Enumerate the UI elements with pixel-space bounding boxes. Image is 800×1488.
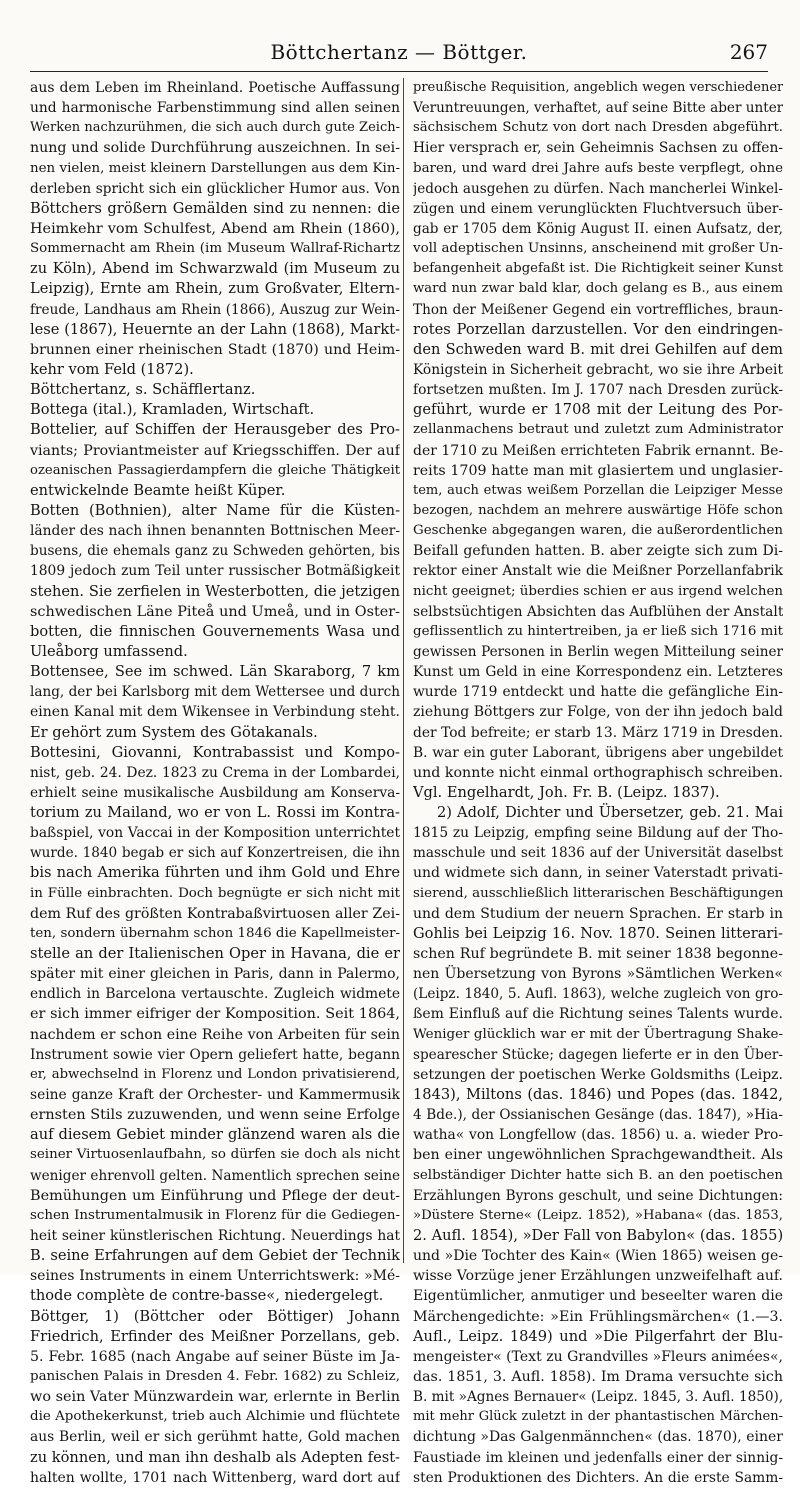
text-line: gewissen Personen in Berlin wegen Mitteilung seiner [413,643,783,660]
text-line: (Leipz. 1840, 5. Aufl. 1863), welche zugleich von gro- [413,986,783,1003]
text-line: aus Berlin, weil er sich gerühmt hatte, Gold machen [30,1429,400,1446]
text-line: stelle an der Italienischen Oper in Havana, die er [30,945,400,963]
text-line: Bemühungen um Einführung und Pflege der deut- [30,1187,400,1204]
text-line: baßspiel, von Vaccai in der Komposition unterrichtet [30,825,400,842]
text-line: B. mit »Agnes Bernauer« (Leipz. 1845, 3. Aufl. 1850), [413,1389,783,1406]
text-line: der 1710 zu Meißen errichteten Fabrik ernannt. Be- [413,442,783,459]
text-line: botten, die finnischen Gouvernements Wasa und [30,622,400,640]
column-divider [403,78,404,1263]
text-line: mengeister« (Text zu Grandvilles »Fleurs animées«, [413,1348,783,1365]
header-title: Böttchertanz — Böttger. [270,40,528,64]
text-line: heit seiner künstlerischen Richtung. Neuerdings hat [30,1228,400,1245]
text-line: wurde 1719 entdeckt und hatte die gefängliche Ein- [413,684,783,701]
text-line: er sich immer eifriger der Komposition. Seit 1864, [30,1006,400,1023]
text-line: Gohlis bei Leipzig 16. Nov. 1870. Seinen litterari- [413,924,783,942]
text-line: nachdem er schon eine Reihe von Arbeiten für sein [30,1026,400,1043]
text-line: ernsten Stils zuzuwenden, und wenn seine Erfolge [30,1107,400,1124]
text-line: Weniger glücklich war er mit der Übertragung Shake- [413,1026,783,1042]
text-line: Instrument sowie vier Opern geliefert hatte, begann [30,1046,400,1063]
text-line: und harmonische Farbenstimmung sind allen seinen [30,100,400,117]
text-line: derleben spricht sich ein glücklicher Humor aus. Von [30,180,400,197]
text-line: schen Ruf begründete B. mit seiner 1838 begonne- [413,946,783,963]
text-line: jedoch ausgehen zu dürfen. Nach mancherlei Winkel- [413,180,783,197]
text-line: Beifall gefunden hatten. B. aber zeigte sich zum Di- [413,543,783,560]
text-line: Böttchers größern Gemälden sind zu nennen: die [30,199,400,217]
text-line: wo sein Vater Münzwardein war, erlernte in Berlin [30,1389,400,1406]
text-line: stehen. Sie zerfielen in Westerbotten, die jetzigen [30,582,400,600]
text-line: geführt, wurde er 1708 mit der Leitung des Por- [413,401,783,419]
text-line: seine ganze Kraft der Orchester- und Kammermusik [30,1087,400,1104]
text-line: der Tod befreite; er starb 13. März 1719 in Dresden. [413,724,783,741]
text-line: lese (1867), Heuernte an der Lahn (1868), Markt- [30,320,400,338]
text-line: das. 1851, 3. Aufl. 1858). Im Drama versuchte sich [413,1369,783,1385]
text-line: Thon der Meißener Gegend ein vortreffliches, braun- [413,301,783,318]
text-line: Kunst um Geld in eine Korrespondenz ein. Letzteres [413,664,783,681]
text-line: brunnen einer rheinischen Stadt (1870) und Heim- [30,341,400,358]
text-line: lang, der bei Karlsborg mit dem Wettersee und durch [30,684,400,701]
text-line: selbständiger Dichter hatte sich B. an den poetischen [413,1167,783,1183]
text-line: einen Kanal mit dem Wikensee in Verbindung steht. [30,704,400,721]
text-line: dichtung »Das Galgenmännchen« (das. 1870), einer [413,1429,783,1446]
text-line: 2. Aufl. 1854), »Der Fall von Babylon« (das. 1855) [413,1227,783,1245]
text-line: nen vielen, meist kleinern Darstellungen aus dem Kin- [30,160,400,176]
text-line: wisse Vorzüge jener Erzählungen unzweifelhaft auf. [413,1268,783,1285]
text-line: endlich in Barcelona vertauschte. Zugleich widmete [30,986,400,1003]
text-line: 1815 zu Leipzig, empfing seine Bildung auf der Tho- [413,825,783,842]
text-line: schen Instrumentalmusik in Florenz für die Gediegen- [30,1207,400,1223]
text-line: Königstein in Sicherheit gebracht, wo sie ihre Arbeit [413,361,783,378]
text-line: seiner Virtuosenlaufbahn, so dürfen sie doch als nicht [30,1147,400,1163]
text-line: und widmete sich dann, in seiner Vaterstadt privati- [413,865,783,882]
text-line: zu können, und man ihn deshalb als Adepten fest- [30,1448,400,1466]
text-line: ward nun zwar bald klar, doch gelang es B., aus einem [413,281,783,297]
text-line: masschule und seit 1836 auf der Universität daselbst [413,845,783,862]
text-line: nen Übersetzung von Byrons »Sämtlichen Werken« [413,966,783,983]
text-line: bis nach Amerika führten und ihm Gold und Ehre [30,864,400,882]
text-line: voll adeptischen Unsinns, anscheinend mit großer Un- [413,241,783,257]
text-line: Heimkehr vom Schulfest, Abend am Rhein (1860), [30,220,400,237]
text-line: Werken nachzurühmen, die sich auch durch gute Zeich- [30,120,400,136]
text-line: seines Instruments in einem Unterrichtswerk: »Mé- [30,1268,400,1285]
text-line: Leipzig), Ernte am Rhein, zum Großvater, Eltern- [30,280,400,298]
text-line: »Düstere Sterne« (Leipz. 1852), »Habana« (das. 1853, [413,1207,783,1223]
text-line: rektor einer Anstalt wie die Meißner Porzellanfabrik [413,563,783,580]
text-line: geflissentlich zu hintertreiben, ja er ließ sich 1716 mit [413,623,783,639]
text-line: Böttchertanz, s. Schäfflertanz. [30,381,256,399]
text-line: nung und solide Durchführung auszeichnen. In sei- [30,140,400,157]
text-line: Bottega (ital.), Kramladen, Wirtschaft. [30,401,315,419]
text-line: Märchengedichte: »Ein Frühlingsmärchen« (1.—3. [413,1308,783,1325]
text-line: sierend, ausschließlich litterarischen Beschäftigungen [413,885,783,901]
text-line: Vgl. Engelhardt, Joh. Fr. B. (Leipz. 1837). [413,783,720,801]
text-line: zellanmachens betraut und zuletzt zum Administrator [413,422,783,438]
text-line: zügen und einem verunglückten Fluchtversuch über- [413,200,783,217]
text-line: Aufl., Leipz. 1849) und »Die Pilgerfahrt der Blu- [413,1327,783,1345]
text-line: mit mehr Glück zuletzt in der phantastischen Märchen- [413,1409,783,1425]
text-line: sten Produktionen des Dichters. An die erste Samm- [413,1469,783,1486]
text-line: zu Köln), Abend im Schwarzwald (im Museum zu [30,260,400,278]
right-column [413,78,783,1488]
text-line: torium zu Mailand, wo er von L. Rossi im Kontra- [30,804,400,822]
text-line: Böttger, 1) (Böttcher oder Böttiger) Johann [30,1307,400,1325]
text-line: Veruntreuungen, verhaftet, auf seine Bitte aber unter [413,100,783,117]
text-line: Faustiade im kleinen und jedenfalls einer der sinnig- [413,1449,783,1466]
text-line: weniger ehrenvoll gelten. Namentlich sprechen seine [30,1167,400,1184]
text-line: Botten (Bothnien), alter Name für die Küsten- [30,501,400,519]
text-line: Bottelier, auf Schiffen der Herausgeber des Pro- [30,421,400,439]
text-line: aus dem Leben im Rheinland. Poetische Auffassung [30,80,400,96]
page-number: 267 [729,40,768,64]
text-line: er, abwechselnd in Florenz und London privatisierend, [30,1066,400,1082]
text-line: Hier versprach er, sein Geheimnis Sachsen zu offen- [413,140,783,157]
text-line: nicht geeignet; überdies schien er aus irgend welchen [413,583,783,599]
text-line: watha« von Longfellow (das. 1856) u. a. wieder Pro- [413,1127,783,1144]
text-line: Bottesini, Giovanni, Kontrabassist und Kompo- [30,743,400,761]
text-line: freude, Landhaus am Rhein (1866), Auszug zur Wein- [30,301,400,318]
left-column [30,78,400,1488]
text-line: und »Die Tochter des Kain« (Wien 1865) weisen ge- [413,1248,783,1265]
text-line: selbstsüchtigen Absichten das Aufblühen der Anstalt [413,603,783,620]
text-line: viants; Proviantmeister auf Kriegsschiffen. Der auf [30,442,400,459]
text-line: ben einer ungewöhnlichen Sprachgewandtheit. Als [413,1147,783,1164]
text-line: 5. Febr. 1685 (nach Angabe auf seiner Büste im Ja- [30,1348,400,1365]
header-rule [30,71,768,72]
text-line: nist, geb. 24. Dez. 1823 zu Crema in der Lombardei, [30,764,400,781]
text-line: Uleåborg umfassend. [30,642,188,660]
text-line: Sommernacht am Rhein (im Museum Wallraf-Richartz [30,241,400,257]
text-line: B. seine Erfahrungen auf dem Gebiet der Technik [30,1247,400,1265]
text-line: ten, sondern übernahm schon 1846 die Kapellmeister- [30,925,400,941]
text-line: panischen Palais in Dresden 4. Febr. 1682) zu Schleiz, [30,1369,400,1384]
text-line: preußische Requisition, angeblich wegen verschiedener [413,80,783,95]
text-line: spearescher Stücke; dagegen lieferte er in den Über- [413,1046,783,1063]
text-line: B. war ein guter Laborant, übrigens aber ungebildet [413,744,783,761]
text-line: die Apothekerkunst, trieb auch Alchimie und flüchtete [30,1409,400,1425]
text-line: ziehung Böttgers zur Folge, von der ihn jedoch bald [413,704,783,721]
text-line: Friedrich, Erfinder des Meißner Porzellans, geb. [30,1327,400,1345]
text-line: Eigentümlicher, anmutiger und beseelter waren die [413,1288,783,1305]
text-line: erhielt seine musikalische Ausbildung am Konserva- [30,784,400,801]
text-line: fortsetzen mußten. Im J. 1707 nach Dresden zurück- [413,382,783,399]
text-line: dem Ruf des größten Kontrabaßvirtuosen aller Zei- [30,905,400,922]
text-line: halten wollte, 1701 nach Wittenberg, ward dort auf [30,1469,400,1486]
text-line: Geschenke abgegangen waren, die außerordentlichen [413,523,783,539]
text-line: 4 Bde.), der Ossianischen Gesänge (das. 1847), »Hia- [413,1107,783,1124]
text-line: thode complète de contre-basse«, niedergelegt. [30,1287,384,1305]
text-line: befangenheit abgefaßt ist. Die Richtigkeit seiner Kunst [413,261,783,277]
text-line: bezogen, nachdem an mehrere auswärtige Höfe schon [413,502,783,518]
text-line: reits 1709 hatte man mit glasiertem und unglasier- [413,462,783,479]
text-line: ozeanischen Passagierdampfern die gleiche Thätigkeit [30,462,400,478]
text-line: auf diesem Gebiet minder glänzend waren als die [30,1126,400,1144]
text-line: den Schweden ward B. mit drei Gehilfen auf dem [413,340,783,358]
text-line: wurde. 1840 begab er sich auf Konzertreisen, die ihn [30,845,400,862]
text-line: entwickelnde Beamte heißt Küper. [30,481,286,499]
text-line: baren, und ward drei Jahre aufs beste verpflegt, ohne [413,160,783,176]
text-line: in Fülle einbrachten. Doch begnügte er sich nicht mit [30,885,400,901]
text-line: ßem Einfluß auf die Richtung seines Talents wurde. [413,1006,783,1023]
text-line: 2) Adolf, Dichter und Übersetzer, geb. 21. Mai [437,804,783,822]
text-line: 1809 jedoch zum Teil unter russischer Botmäßigkeit [30,563,400,580]
text-line: sächsischem Schutz von dort nach Dresden abgeführt. [413,120,783,136]
text-line: setzungen der poetischen Werke Goldsmiths (Leipz. [413,1066,783,1083]
text-line: Bottensee, See im schwed. Län Skaraborg, 7 km [30,663,400,681]
text-line: länder des nach ihnen benannten Bottnischen Meer- [30,523,400,540]
text-line: gab er 1705 dem König August II. einen Aufsatz, der, [413,220,783,237]
text-line: und konnte nicht einmal orthographisch schreiben. [413,764,783,781]
text-line: rotes Porzellan darzustellen. Vor den eindringen- [413,320,783,338]
text-line: später mit einer gleichen in Paris, dann in Palermo, [30,966,400,983]
text-line: 1843), Miltons (das. 1846) und Popes (das. 1842, [413,1086,783,1104]
text-line: Erzählungen Byrons geschult, und seine Dichtungen: [413,1187,783,1204]
text-line: tem, auch etwas weißem Porzellan die Leipziger Messe [413,482,783,498]
text-line: und dem Studium der neuern Sprachen. Er starb in [413,905,783,922]
text-line: schwedischen Läne Piteå und Umeå, und in Oster- [30,603,400,620]
text-line: kehr vom Feld (1872). [30,360,194,378]
text-line: Er gehört zum System des Götakanals. [30,723,318,741]
running-header [30,38,768,72]
text-line: busens, die ehemals ganz zu Schweden gehörten, bis [30,543,400,560]
